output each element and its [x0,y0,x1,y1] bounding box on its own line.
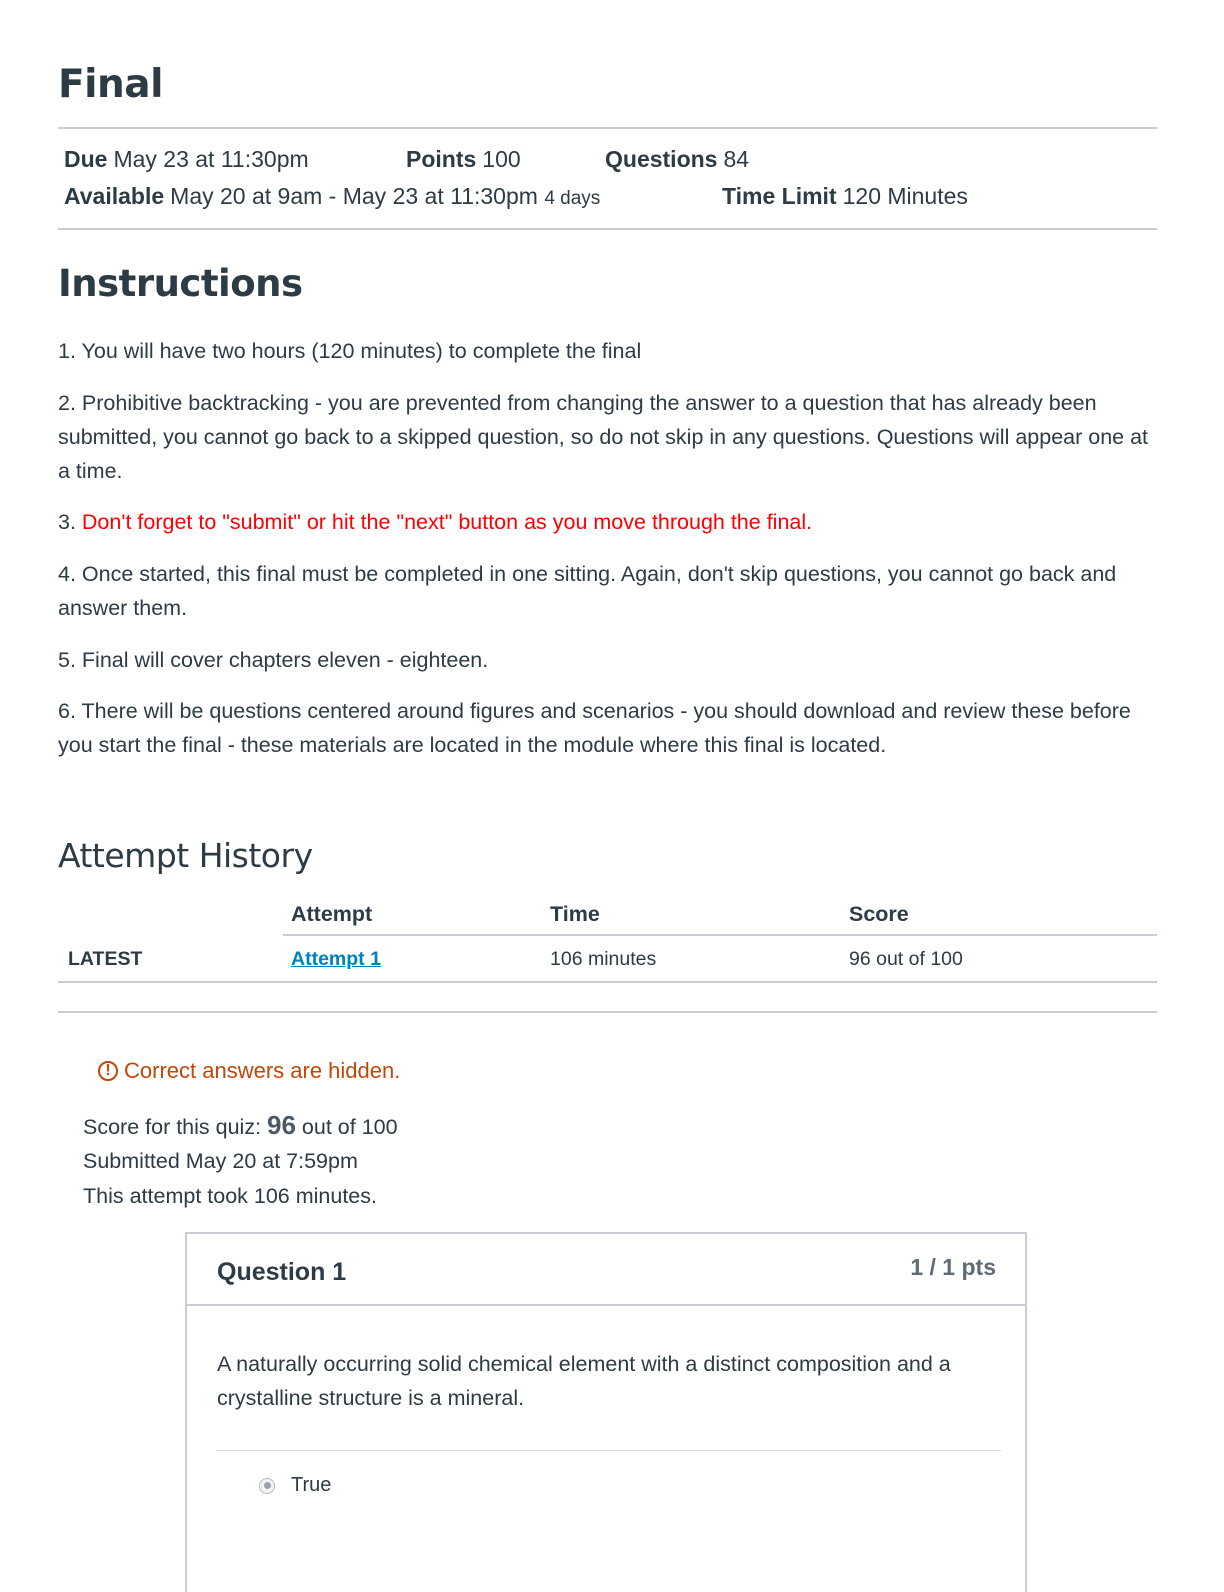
answer-label: True [291,1474,332,1496]
radio-selected-icon [259,1478,275,1494]
points-label: Points [406,146,477,172]
attempt-link[interactable]: Attempt 1 [291,948,381,970]
attempt-duration: This attempt took 106 minutes. [83,1184,377,1208]
available-field [64,183,600,210]
divider [58,127,1157,129]
correct-answers-hidden-notice [98,1058,400,1084]
instruction-number: 3. [58,510,82,534]
question-text: A naturally occurring solid chemical element with a distinct composition and a crystalline structure is a mineral. [217,1352,951,1410]
question-title: Question 1 [217,1258,347,1286]
divider [58,228,1157,230]
available-value: May 20 at 9am - May 23 at 11:30pm [170,183,538,209]
due-value: May 23 at 11:30pm [113,146,309,172]
questions-value: 84 [723,146,750,172]
instruction-highlight: Don't forget to "submit" or hit the "next" button as you move through the final. [81,510,813,534]
points-field [406,146,521,173]
table-row-divider [58,981,1157,983]
table-header-divider [283,934,1157,936]
time-limit-field [722,183,968,210]
attempt-time: 106 minutes [550,948,657,970]
instruction-item: 5. Final will cover chapters eleven - eighteen. [58,648,489,672]
score-label: Score for this quiz: [83,1115,268,1139]
column-header-score: Score [849,902,909,926]
quiz-details-row-1 [64,146,1064,176]
answer-option [259,1474,331,1497]
attempt-score: 96 out of 100 [849,948,963,970]
quiz-details-row-2 [64,183,1064,213]
instruction-item: 2. Prohibitive backtracking - you are prevented from changing the answer to a question that has already been submitted, you cannot go back to a skipped question, so do not skip in any questions. Questions will appear one at a time. [58,391,1149,483]
questions-field [605,146,749,173]
quiz-score [83,1110,398,1141]
instructions-title: Instructions [58,262,303,305]
due-label: Due [64,146,108,172]
exclamation-circle-icon: ! [98,1061,118,1081]
instruction-item: 6. There will be questions centered around figures and scenarios - you should download and review these before you start the final - these materials are located in the module where this final is located. [58,699,1131,757]
latest-label: LATEST [68,948,143,970]
page-title: Final [58,62,163,107]
time-limit-label: Time Limit [722,183,837,209]
available-label: Available [64,183,165,209]
points-value: 100 [482,146,521,172]
question-header [187,1234,1025,1306]
column-header-time: Time [550,902,600,926]
warning-text: Correct answers are hidden. [124,1058,401,1083]
questions-label: Questions [605,146,718,172]
submitted-time: Submitted May 20 at 7:59pm [83,1149,358,1173]
time-limit-value: 120 Minutes [842,183,968,209]
available-duration: 4 days [544,188,601,209]
instruction-item [58,505,1153,539]
score-total: out of 100 [295,1115,398,1139]
instruction-item: 4. Once started, this final must be completed in one sitting. Again, don't skip questions, you cannot go back and answer them. [58,562,1117,620]
column-header-attempt: Attempt [291,902,373,926]
due-field [64,146,309,173]
attempt-history-title: Attempt History [58,836,313,875]
divider [58,1011,1157,1013]
question-card [185,1232,1027,1592]
question-points: 1 / 1 pts [910,1254,996,1280]
score-value: 96 [267,1110,296,1140]
answer-divider [216,1450,1001,1451]
instruction-item: 1. You will have two hours (120 minutes) to complete the final [58,339,642,363]
